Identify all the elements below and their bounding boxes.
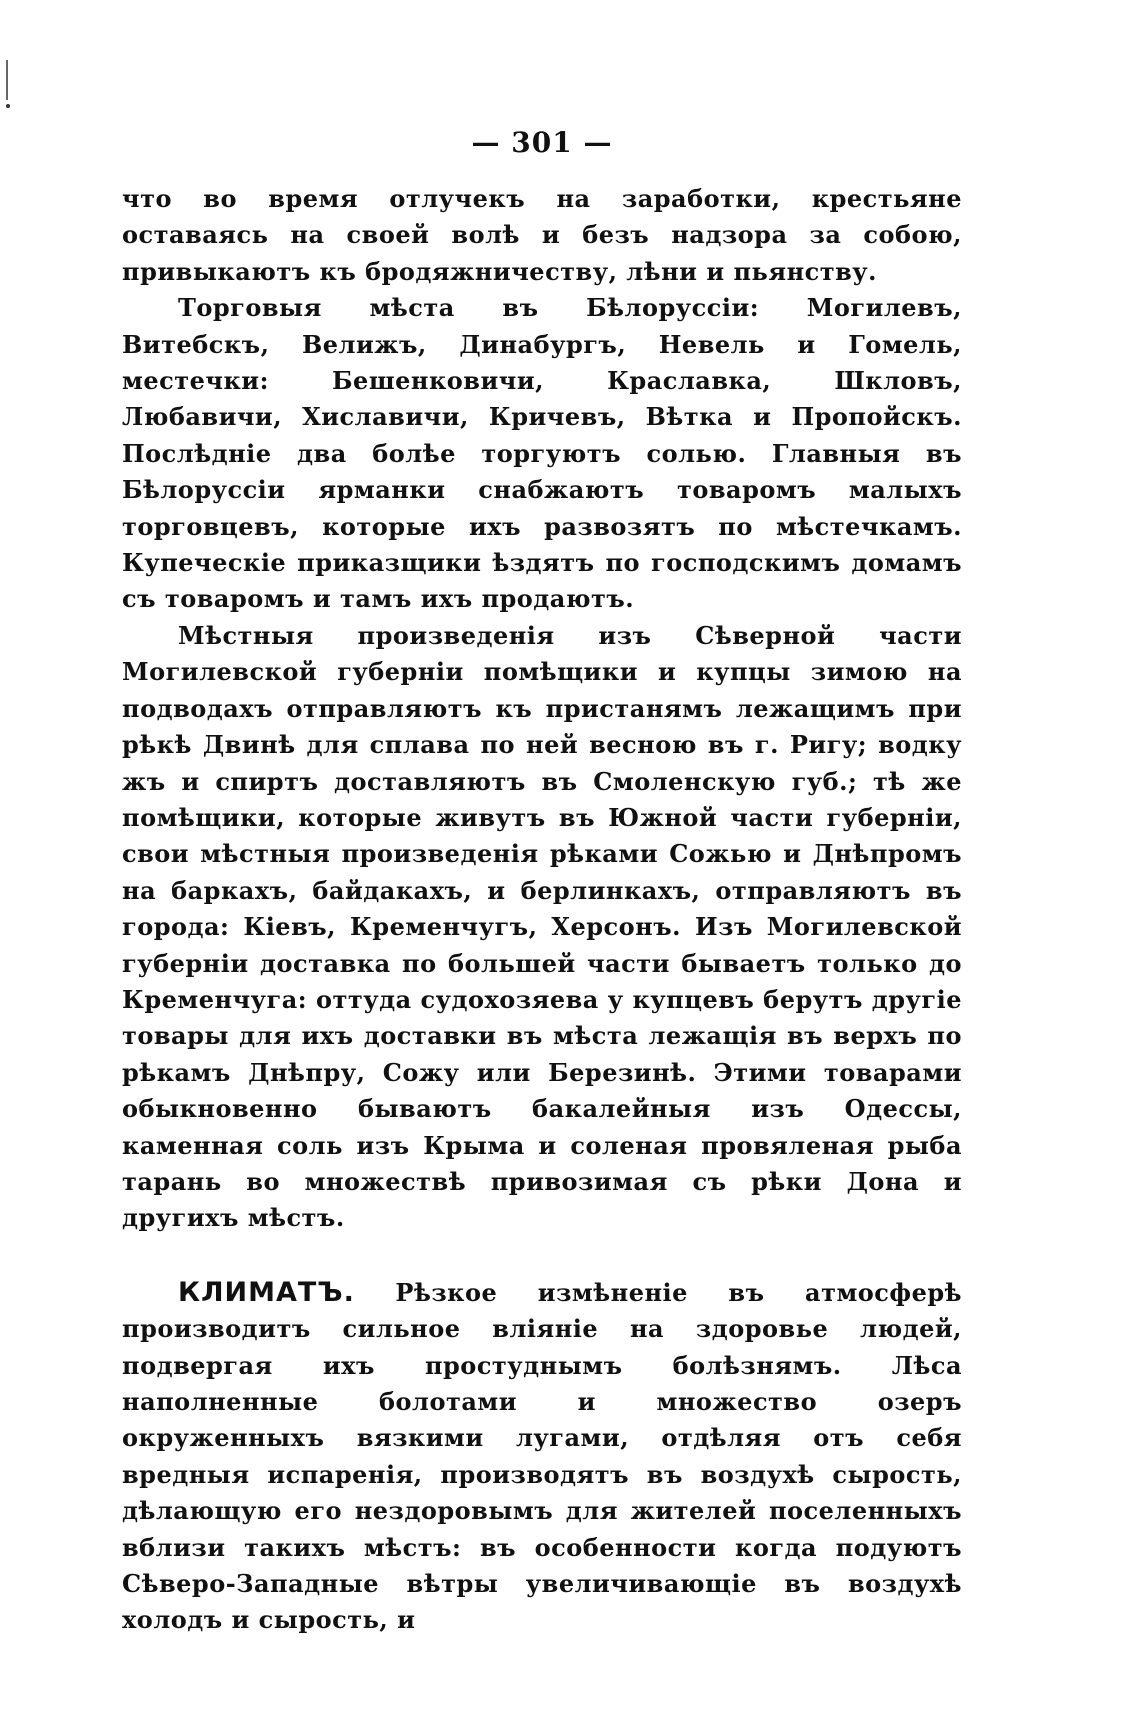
climate-heading: КЛИМАТЪ. xyxy=(178,1276,355,1308)
paragraph-local-products: Мѣстныя произведенія изъ Сѣверной части Могилевской губерніи помѣщики и купцы зимою на подводахъ отправляютъ къ пристанямъ лежащимъ при рѣкѣ Двинѣ для сплава по ней весною въ г. Ригу; водку жъ и спиртъ доставляютъ въ Смоленскую губ.; тѣ же помѣщики, которые живутъ въ Южной части губерніи, свои мѣстныя произведенія рѣками Сожью и Днѣпромъ на баркахъ, байдакахъ, и берлинкахъ, отправляютъ въ города: Кіевъ, Кременчугъ, Херсонъ. Изъ Могилевской губерніи доставка по большей части бываетъ только до Кременчуга: оттуда судохозяева у купцевъ берутъ другіе товары для ихъ доставки въ мѣста лежащія въ верхъ по рѣкамъ Днѣпру, Сожу или Березинѣ. Этими товарами обыкновенно бываютъ бакалейныя изъ Одессы, каменная соль изъ Крыма и соленая провяленая рыба тарань во множествѣ привозимая съ рѣки Дона и другихъ мѣстъ. xyxy=(122,620,962,1233)
document-page xyxy=(122,125,962,1639)
paragraph-trade-places: Торговыя мѣста въ Бѣлоруссіи: Могилевъ, Витебскъ, Велижъ, Динабургъ, Невель и Гомель, местечки: Бешенковичи, Краславка, Шкловъ, Любавичи, Хиславичи, Кричевъ, Вѣтка и Пропойскъ. Послѣдніе два болѣе торгуютъ солью. Главныя въ Бѣлоруссіи ярманки снабжаютъ товаромъ малыхъ торговцевъ, которые ихъ развозятъ по мѣстечкамъ. Купеческіе приказщики ѣздятъ по господскимъ домамъ съ товаромъ и тамъ ихъ продаютъ. xyxy=(122,293,962,614)
section-gap xyxy=(122,1237,962,1275)
climate-text: Рѣзкое измѣненіе въ атмосферѣ производитъ сильное вліяніе на здоровье людей, подвергая ихъ простуднымъ болѣзнямъ. Лѣса наполненные болотами и множество озеръ окруженныхъ вязкими лугами, отдѣляя отъ себя вредныя испаренія, производятъ въ воздухѣ сырость, дѣлающую его нездоровымъ для жителей поселенныхъ вблизи такихъ мѣстъ: въ особенности когда подуютъ Сѣверо-Западные вѣтры увеличивающіе въ воздухѣ холодъ и сырость, и xyxy=(122,1277,962,1635)
paragraph-climate xyxy=(122,1275,962,1639)
paragraph-continuation: что во время отлучекъ на заработки, крестьяне оставаясь на своей волѣ и безъ надзора за собою, привыкаютъ къ бродяжничеству, лѣни и пьянству. xyxy=(122,184,962,286)
page-edge-dot xyxy=(6,104,10,108)
page-edge-mark xyxy=(6,60,8,100)
page-number: — 301 — xyxy=(471,126,613,159)
